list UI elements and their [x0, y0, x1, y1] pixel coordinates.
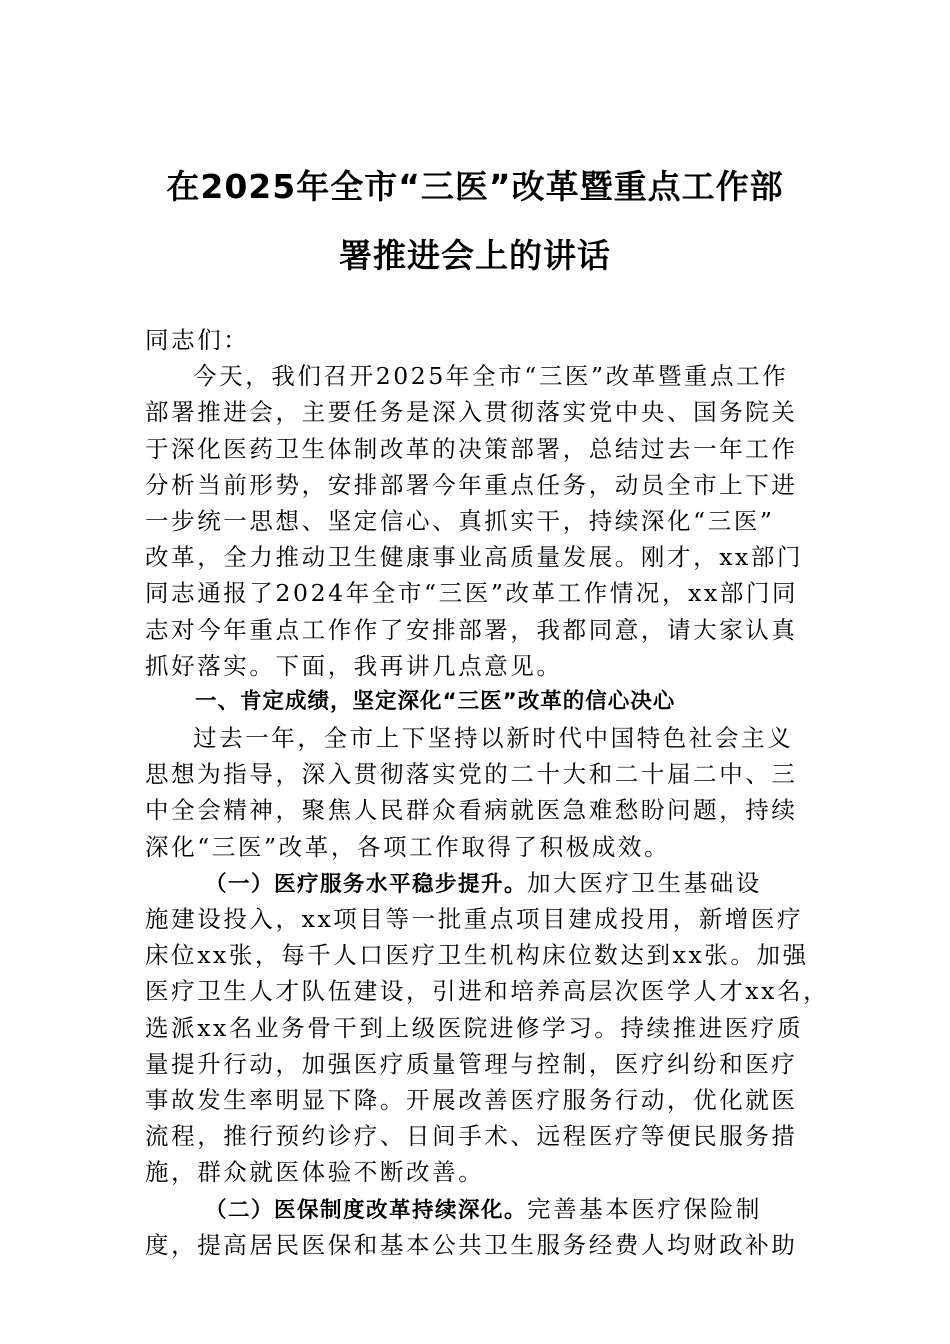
paragraph-line: 志对今年重点工作作了安排部署，我都同意，请大家认真: [145, 615, 798, 644]
salutation: 同志们：: [145, 326, 250, 354]
paragraph-text: 完善基本医疗保险制: [527, 1194, 762, 1223]
paragraph-line: 部署推进会，主要任务是深入贯彻落实党中央、国务院关: [145, 398, 798, 427]
document-title-line-1: 在2025年全市“三医”改革暨重点工作部: [166, 167, 784, 206]
paragraph-line: 医疗卫生人才队伍建设，引进和培养高层次医学人才xx名，: [145, 977, 830, 1006]
paragraph-line: [145, 1191, 815, 1227]
section-heading: 一、肯定成绩，坚定深化“三医”改革的信心决心: [195, 688, 676, 714]
paragraph-line: 一步统一思想、坚定信心、真抓实干，持续深化“三医”: [145, 506, 775, 535]
paragraph-line: 量提升行动，加强医疗质量管理与控制，医疗纠纷和医疗: [145, 1049, 798, 1078]
subsection-heading: （二）医保制度改革持续深化。: [205, 1197, 528, 1223]
document-title-line-2: 署推进会上的讲话: [339, 236, 611, 275]
paragraph-line: 深化“三医”改革，各项工作取得了积极成效。: [145, 832, 671, 861]
paragraph-line: 改革，全力推动卫生健康事业高质量发展。刚才，xx部门: [145, 543, 804, 572]
paragraph-line: 抓好落实。下面，我再讲几点意见。: [145, 651, 563, 680]
paragraph-line: 今天，我们召开2025年全市“三医”改革暨重点工作: [193, 362, 789, 391]
paragraph-line: 施建设投入，xx项目等一批重点项目建成投用，新增医疗: [145, 905, 804, 933]
paragraph-line: 中全会精神，聚焦人民群众看病就医急难愁盼问题，持续: [145, 796, 798, 825]
paragraph-text: 加大医疗卫生基础设: [527, 868, 762, 897]
paragraph-line: 施，群众就医体验不断改善。: [145, 1158, 485, 1187]
paragraph-line: 选派xx名业务骨干到上级医院进修学习。持续推进医疗质: [145, 1013, 804, 1042]
paragraph-line: 分析当前形势，安排部署今年重点任务，动员全市上下进: [145, 470, 798, 499]
paragraph-line: 流程，推行预约诊疗、日间手术、远程医疗等便民服务措: [145, 1122, 798, 1151]
subsection-heading: （一）医疗服务水平稳步提升。: [205, 871, 528, 897]
paragraph-line: 过去一年，全市上下坚持以新时代中国特色社会主义: [193, 724, 794, 753]
paragraph-line: 思想为指导，深入贯彻落实党的二十大和二十届二中、三: [145, 760, 798, 789]
paragraph-line: [145, 865, 815, 901]
paragraph-line: 度，提高居民医保和基本公共卫生服务经费人均财政补助: [145, 1230, 798, 1259]
paragraph-line: 同志通报了2024年全市“三医”改革工作情况，xx部门同: [145, 579, 799, 608]
document-body: [145, 322, 830, 1263]
paragraph-line: 事故发生率明显下降。开展改善医疗服务行动，优化就医: [145, 1085, 798, 1114]
paragraph-line: 床位xx张，每千人口医疗卫生机构床位数达到xx张。加强: [145, 941, 809, 970]
paragraph-line: 于深化医药卫生体制改革的决策部署，总结过去一年工作: [145, 434, 798, 463]
